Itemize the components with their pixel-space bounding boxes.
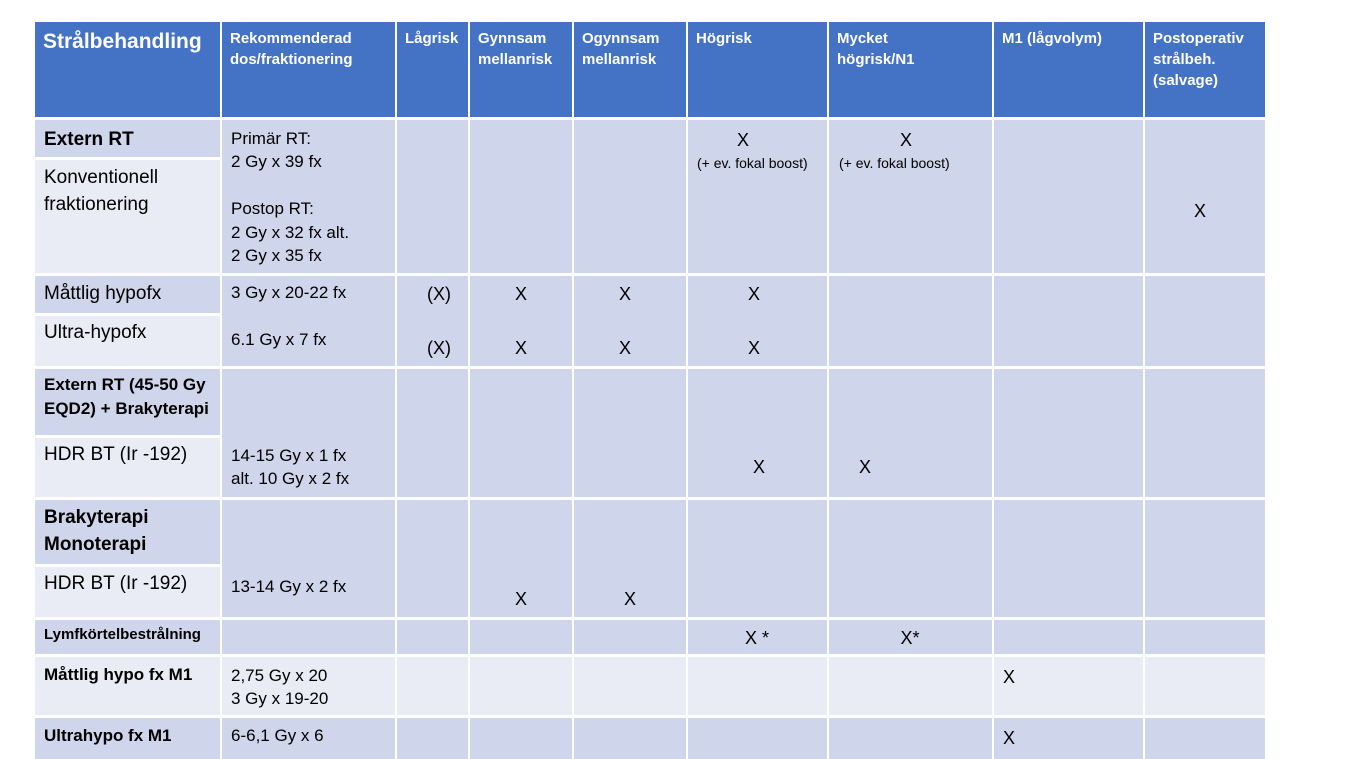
bt-mono-lagrisk-cell — [397, 500, 470, 620]
extern-m1-cell — [994, 120, 1145, 276]
lymf-postop-cell — [1145, 620, 1267, 657]
hypo-m1-m1-mark: X — [1002, 667, 1016, 687]
lymf-label-cell — [35, 620, 222, 657]
ultra-gynnsam-mark: X — [514, 338, 528, 358]
bt-mono-sub-cell — [35, 567, 222, 620]
lymf-m1-cell — [994, 620, 1145, 657]
extern-bt-ogynnsam-cell — [574, 369, 688, 500]
bt-mono-m1-cell — [994, 500, 1145, 620]
bt-mono-gynnsam-mark: X — [514, 589, 528, 609]
extern-label-cell — [35, 120, 222, 160]
extern-mycket-cell — [829, 120, 994, 276]
dose-postop-label: Postop RT: — [231, 199, 314, 218]
mattlig-hogrisk-mark: X — [747, 284, 761, 304]
row-label-lymf: Lymfkörtelbestrålning — [44, 626, 201, 643]
hypo-m1-label-cell — [35, 657, 222, 718]
row-label-extern: Extern RT — [44, 129, 134, 150]
hypofx-postop-cell — [1145, 276, 1267, 369]
extern-postop-mark: X — [1193, 201, 1207, 221]
ultra-m1-postop-cell — [1145, 718, 1267, 759]
extern-bt-mycket-mark: X — [858, 457, 872, 477]
dose-primar-label: Primär RT: — [231, 129, 311, 148]
hypofx-ogynnsam-cell — [574, 276, 688, 369]
bt-mono-dose: 13-14 Gy x 2 fx — [231, 577, 347, 596]
lymf-ogynnsam-cell — [574, 620, 688, 657]
mattlig-dose: 3 Gy x 20-22 fx — [231, 283, 347, 302]
header-postop: Postoperativ strålbeh. (salvage) — [1145, 22, 1267, 120]
table-title: Strålbehandling — [43, 30, 202, 53]
row-sublabel-hdr-bt-1: HDR BT (Ir -192) — [44, 444, 188, 465]
ultra-dose: 6.1 Gy x 7 fx — [231, 330, 327, 349]
ultra-m1-dose-cell — [222, 718, 397, 759]
bt-mono-postop-cell — [1145, 500, 1267, 620]
mattlig-label-cell — [35, 276, 222, 316]
row-label-extern-bt: Extern RT (45-50 Gy EQD2) + Brakyterapi — [44, 375, 209, 418]
dose-postop-value-1: 2 Gy x 32 fx alt. — [231, 223, 350, 242]
lymf-hogrisk-cell — [688, 620, 829, 657]
extern-lagrisk-cell — [397, 120, 470, 276]
ultra-ogynnsam-mark: X — [618, 338, 632, 358]
extern-dose-cell — [222, 120, 397, 276]
row-label-ultra: Ultra-hypofx — [44, 322, 147, 343]
hypofx-m1-cell — [994, 276, 1145, 369]
ultra-m1-m1-mark: X — [1002, 728, 1016, 748]
ultra-m1-ogynnsam-cell — [574, 718, 688, 759]
hypo-m1-lagrisk-cell — [397, 657, 470, 718]
extern-mycket-mark: X — [899, 130, 913, 150]
lymf-hogrisk-mark: X * — [744, 628, 770, 648]
extern-postop-cell — [1145, 120, 1267, 276]
lymf-gynnsam-cell — [470, 620, 574, 657]
row-label-hypo-m1: Måttlig hypo fx M1 — [44, 665, 193, 684]
hypofx-gynnsam-cell — [470, 276, 574, 369]
row-sublabel-konventionell: Konventionell fraktionering — [44, 167, 159, 215]
ultra-m1-label-cell — [35, 718, 222, 759]
hypo-m1-postop-cell — [1145, 657, 1267, 718]
bt-mono-ogynnsam-mark: X — [623, 589, 637, 609]
bt-mono-dose-cell — [222, 500, 397, 620]
extern-bt-dose-cell — [222, 369, 397, 500]
lymf-lagrisk-cell — [397, 620, 470, 657]
extern-hogrisk-cell — [688, 120, 829, 276]
extern-bt-hogrisk-mark: X — [752, 457, 766, 477]
hypo-m1-ogynnsam-cell — [574, 657, 688, 718]
row-label-mattlig: Måttlig hypofx — [44, 283, 162, 304]
extern-gynnsam-cell — [470, 120, 574, 276]
header-hogrisk: Högrisk — [688, 22, 829, 120]
extern-bt-m1-cell — [994, 369, 1145, 500]
extern-bt-lagrisk-cell — [397, 369, 470, 500]
header-mycket: Mycket högrisk/N1 — [829, 22, 994, 120]
extern-bt-postop-cell — [1145, 369, 1267, 500]
header-dose: Rekommenderad dos/fraktionering — [222, 22, 397, 120]
extern-sub-cell — [35, 160, 222, 276]
bt-mono-hogrisk-cell — [688, 500, 829, 620]
bt-mono-mycket-cell — [829, 500, 994, 620]
extern-mycket-note: (+ ev. fokal boost) — [839, 155, 950, 171]
ultra-label-cell — [35, 316, 222, 369]
ultra-m1-mycket-cell — [829, 718, 994, 759]
hypo-m1-hogrisk-cell — [688, 657, 829, 718]
ultra-m1-lagrisk-cell — [397, 718, 470, 759]
bt-mono-ogynnsam-cell — [574, 500, 688, 620]
bt-mono-label-cell — [35, 500, 222, 567]
hypo-m1-dose-cell — [222, 657, 397, 718]
hypofx-lagrisk-cell — [397, 276, 470, 369]
row-sublabel-hdr-bt-2: HDR BT (Ir -192) — [44, 573, 188, 594]
hypo-m1-dose-2: 3 Gy x 19-20 — [231, 689, 329, 708]
extern-bt-dose-2: alt. 10 Gy x 2 fx — [231, 469, 350, 488]
row-label-bt-mono: Brakyterapi Monoterapi — [44, 507, 149, 555]
extern-bt-hogrisk-cell — [688, 369, 829, 500]
dose-postop-value-2: 2 Gy x 35 fx — [231, 246, 322, 265]
extern-ogynnsam-cell — [574, 120, 688, 276]
hypo-m1-gynnsam-cell — [470, 657, 574, 718]
header-title-cell — [35, 22, 222, 120]
ultra-m1-dose: 6-6,1 Gy x 6 — [231, 726, 324, 745]
extern-bt-mycket-cell — [829, 369, 994, 500]
ultra-m1-gynnsam-cell — [470, 718, 574, 759]
hypofx-dose-cell — [222, 276, 397, 369]
ultra-m1-m1-cell — [994, 718, 1145, 759]
dose-primar-value: 2 Gy x 39 fx — [231, 152, 322, 171]
ultra-lagrisk-mark: (X) — [427, 338, 451, 358]
lymf-dose-cell — [222, 620, 397, 657]
extern-hogrisk-mark: X — [736, 130, 750, 150]
ultra-m1-hogrisk-cell — [688, 718, 829, 759]
extern-hogrisk-note: (+ ev. fokal boost) — [697, 155, 808, 171]
row-label-ultra-m1: Ultrahypo fx M1 — [44, 726, 172, 745]
extern-bt-dose-1: 14-15 Gy x 1 fx — [231, 446, 347, 465]
mattlig-gynnsam-mark: X — [514, 284, 528, 304]
lymf-mycket-cell — [829, 620, 994, 657]
mattlig-lagrisk-mark: (X) — [427, 284, 451, 304]
hypo-m1-m1-cell — [994, 657, 1145, 718]
extern-bt-gynnsam-cell — [470, 369, 574, 500]
hypo-m1-dose-1: 2,75 Gy x 20 — [231, 666, 328, 685]
mattlig-ogynnsam-mark: X — [618, 284, 632, 304]
header-lagrisk: Lågrisk — [397, 22, 470, 120]
hypo-m1-mycket-cell — [829, 657, 994, 718]
header-ogynnsam: Ogynnsam mellanrisk — [574, 22, 688, 120]
ultra-hogrisk-mark: X — [747, 338, 761, 358]
header-m1: M1 (lågvolym) — [994, 22, 1145, 120]
lymf-mycket-mark: X* — [900, 628, 920, 648]
extern-bt-label-cell — [35, 369, 222, 438]
bt-mono-gynnsam-cell — [470, 500, 574, 620]
extern-bt-sub-cell — [35, 438, 222, 500]
header-gynnsam: Gynnsam mellanrisk — [470, 22, 574, 120]
hypofx-hogrisk-cell — [688, 276, 829, 369]
hypofx-mycket-cell — [829, 276, 994, 369]
